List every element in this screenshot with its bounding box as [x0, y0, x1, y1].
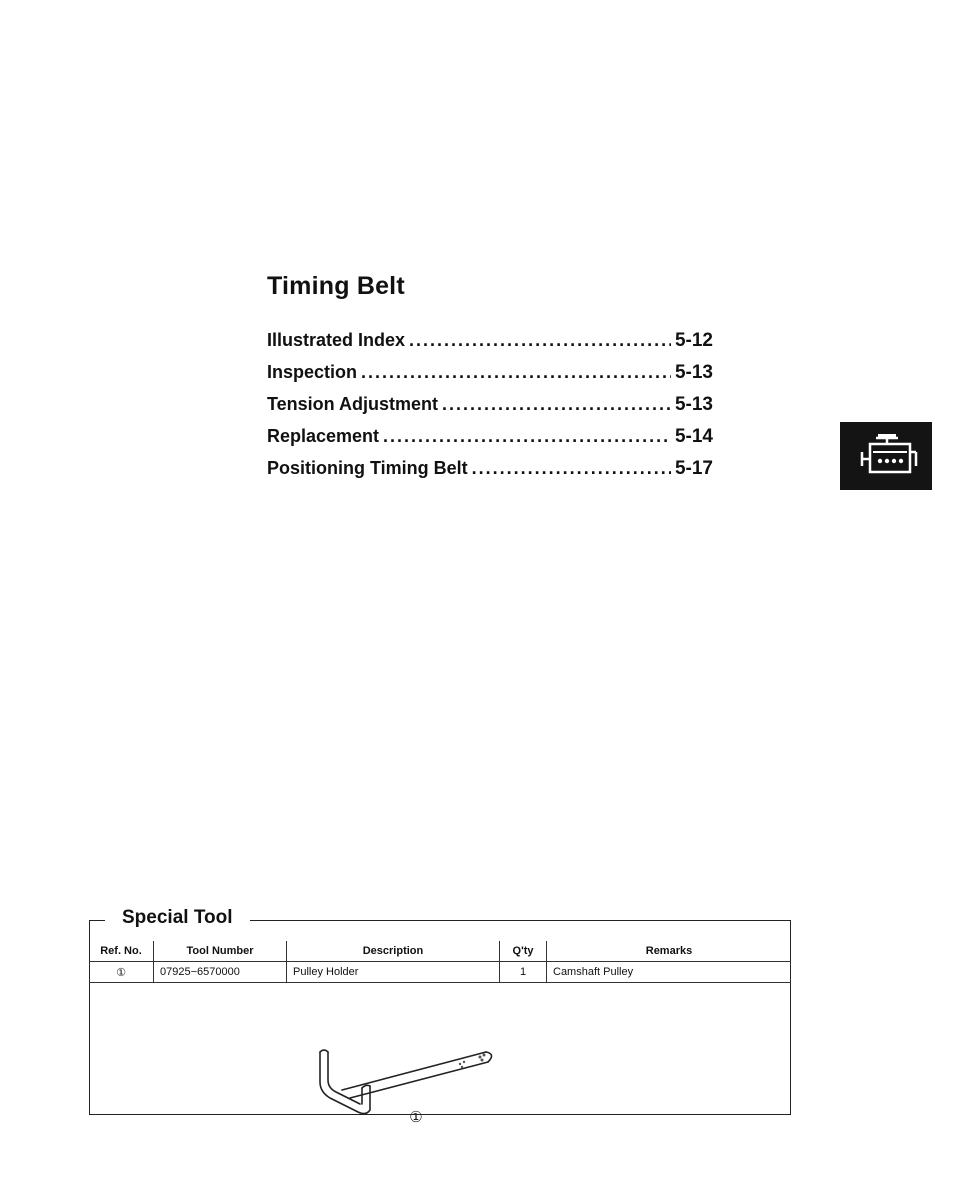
toc-item-label: Tension Adjustment	[267, 394, 438, 414]
header-ref-no: Ref. No.	[100, 945, 142, 957]
header-description: Description	[287, 941, 500, 962]
toc-item-label: Illustrated Index	[267, 330, 406, 350]
toc-item-label: Positioning Timing Belt	[267, 458, 468, 478]
illustration-callout: ①	[409, 1108, 423, 1126]
leader-dots	[361, 362, 671, 383]
page-title: Timing Belt	[267, 272, 405, 300]
toc-item-page: 5-14	[674, 426, 713, 447]
toc-item[interactable]	[267, 394, 713, 426]
pulley-holder-illustration	[310, 1048, 510, 1126]
toc-item-page: 5-13	[674, 394, 713, 415]
toc-item[interactable]	[267, 362, 713, 394]
header-tool-number: Tool Number	[154, 941, 287, 962]
leader-dots	[409, 330, 671, 351]
header-remarks: Remarks	[547, 941, 792, 962]
header-qty: Q'ty	[500, 941, 547, 962]
table-header-row	[89, 941, 791, 962]
cell-ref-no: ①	[116, 966, 126, 979]
leader-dots	[472, 458, 671, 479]
leader-dots	[383, 426, 671, 447]
toc-item-label: Replacement	[267, 426, 380, 446]
toc-item[interactable]	[267, 426, 713, 458]
table-of-contents	[267, 330, 713, 490]
divider	[89, 920, 105, 921]
leader-dots	[442, 394, 671, 415]
toc-item[interactable]	[267, 330, 713, 362]
toc-item[interactable]	[267, 458, 713, 490]
cell-tool-number: 07925−6570000	[154, 962, 287, 983]
table-row	[89, 962, 791, 983]
toc-item-page: 5-12	[674, 330, 713, 351]
engine-icon	[840, 422, 932, 490]
toc-item-page: 5-13	[674, 362, 713, 383]
cell-qty: 1	[500, 962, 547, 983]
divider	[250, 920, 791, 921]
cell-remarks: Camshaft Pulley	[547, 962, 792, 983]
special-tool-title: Special Tool	[118, 907, 237, 929]
cell-description: Pulley Holder	[287, 962, 500, 983]
special-tool-table	[89, 941, 791, 983]
section-tab[interactable]	[840, 422, 932, 490]
toc-item-label: Inspection	[267, 362, 358, 382]
toc-item-page: 5-17	[674, 458, 713, 479]
